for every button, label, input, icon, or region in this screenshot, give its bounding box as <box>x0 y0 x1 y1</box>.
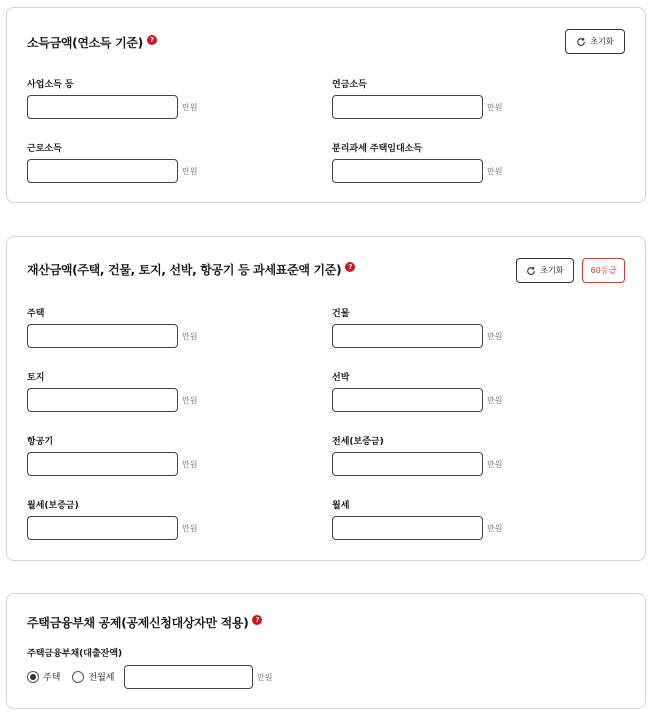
unit-label: 만원 <box>182 396 198 405</box>
monthly-rent-input[interactable] <box>332 516 483 540</box>
unit-label: 만원 <box>182 524 198 533</box>
field-label-aircraft: 항공기 <box>27 437 54 447</box>
building-input[interactable] <box>332 324 483 348</box>
radio-house[interactable] <box>27 670 60 683</box>
ship-input[interactable] <box>332 388 483 412</box>
radio-unchecked-icon[interactable] <box>72 671 84 683</box>
income-reset-button[interactable] <box>565 29 625 54</box>
field-label-house: 주택 <box>27 309 45 319</box>
unit-label: 만원 <box>182 460 198 469</box>
grade-badge: 60등급 <box>582 258 625 283</box>
field-label-business: 사업소득 등 <box>27 80 74 90</box>
pension-income-input[interactable] <box>332 95 483 119</box>
land-input[interactable] <box>27 388 178 412</box>
house-input[interactable] <box>27 324 178 348</box>
field-label-building: 건물 <box>332 309 350 319</box>
property-reset-label: 초기화 <box>540 266 564 275</box>
unit-label: 만원 <box>182 332 198 341</box>
field-label-monthly-rent: 월세 <box>332 501 350 511</box>
rental-income-input[interactable] <box>332 159 483 183</box>
field-label-housing-debt: 주택금융부채(대출잔액) <box>27 649 123 659</box>
property-reset-button[interactable] <box>516 258 574 283</box>
unit-label: 만원 <box>487 167 503 176</box>
debt-title <box>27 614 262 631</box>
radio-jeonwolse-label: 전월세 <box>88 673 115 683</box>
income-card <box>6 7 646 203</box>
monthly-deposit-input[interactable] <box>27 516 178 540</box>
debt-card <box>6 593 646 709</box>
unit-label: 만원 <box>487 103 503 112</box>
income-title-text: 소득금액(연소득 기준) <box>27 36 143 50</box>
property-title-text: 재산금액(주택, 건물, 토지, 선박, 항공기 등 과세표준액 기준) <box>27 263 342 277</box>
income-title <box>27 34 157 51</box>
housing-debt-input[interactable] <box>124 665 253 689</box>
field-label-pension: 연금소득 <box>332 80 367 90</box>
property-card <box>6 236 646 561</box>
aircraft-input[interactable] <box>27 452 178 476</box>
field-label-rental: 분리과세 주택임대소득 <box>332 144 423 154</box>
question-icon[interactable]: ? <box>252 615 262 625</box>
unit-label: 만원 <box>257 673 273 682</box>
field-label-jeonse: 전세(보증금) <box>332 437 384 447</box>
unit-label: 만원 <box>487 460 503 469</box>
debt-type-radio-group <box>27 670 126 683</box>
business-income-input[interactable] <box>27 95 178 119</box>
field-label-monthly-deposit: 월세(보증금) <box>27 501 79 511</box>
field-label-land: 토지 <box>27 373 45 383</box>
jeonse-deposit-input[interactable] <box>332 452 483 476</box>
radio-jeonwolse[interactable] <box>72 670 114 683</box>
property-title <box>27 261 355 278</box>
field-label-ship: 선박 <box>332 373 350 383</box>
earned-income-input[interactable] <box>27 159 178 183</box>
field-label-earned: 근로소득 <box>27 144 62 154</box>
radio-checked-icon[interactable] <box>27 671 39 683</box>
unit-label: 만원 <box>182 103 198 112</box>
unit-label: 만원 <box>487 396 503 405</box>
question-icon[interactable]: ? <box>147 35 157 45</box>
unit-label: 만원 <box>182 167 198 176</box>
debt-title-text: 주택금융부채 공제(공제신청대상자만 적용) <box>27 616 249 630</box>
unit-label: 만원 <box>487 332 503 341</box>
refresh-icon <box>526 266 536 276</box>
income-reset-label: 초기화 <box>590 37 614 46</box>
question-icon[interactable]: ? <box>345 262 355 272</box>
unit-label: 만원 <box>487 524 503 533</box>
radio-house-label: 주택 <box>43 673 61 683</box>
refresh-icon <box>576 37 586 47</box>
